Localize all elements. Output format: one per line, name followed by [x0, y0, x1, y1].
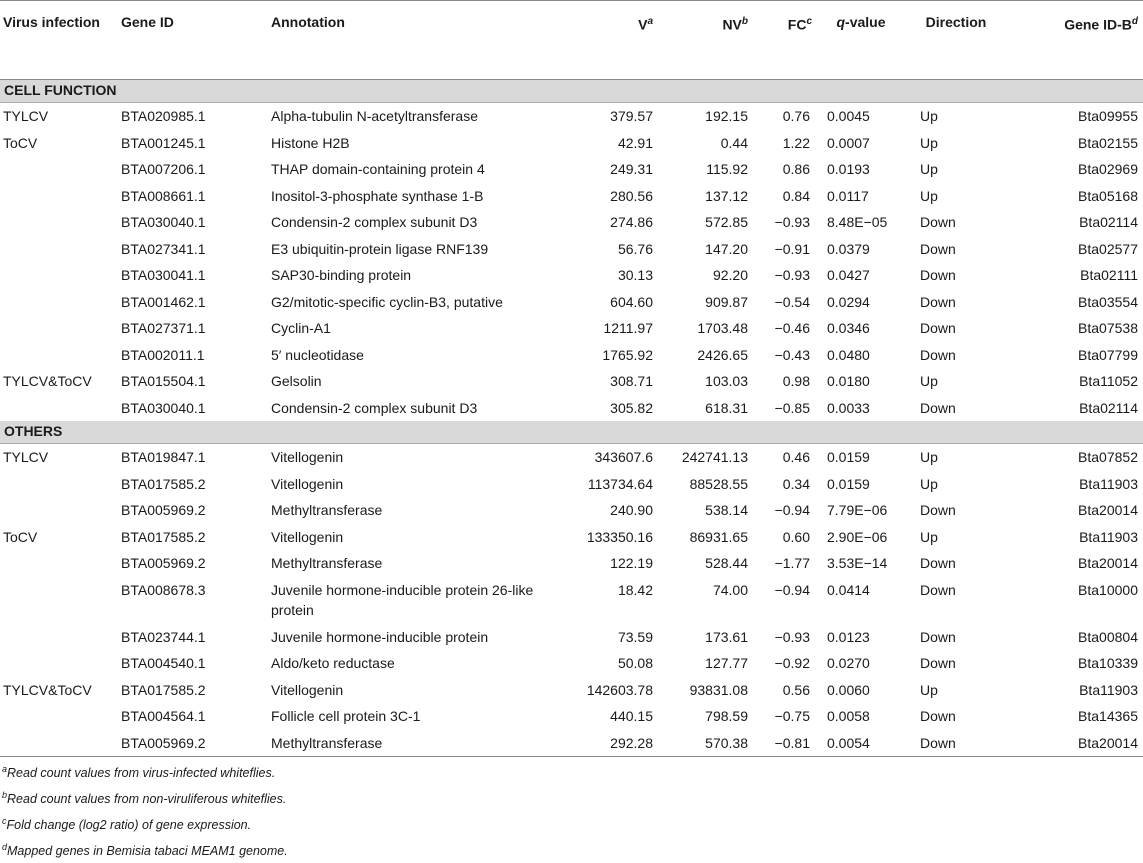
cell-q-value: 0.0045 — [827, 108, 870, 124]
cell-annotation: E3 ubiquitin-protein ligase RNF139 — [271, 240, 489, 257]
cell-fc: 0.76 — [782, 108, 810, 124]
cell-v: 440.15 — [610, 708, 653, 724]
cell-nv: 147.20 — [705, 240, 748, 257]
cell-direction: Up — [920, 187, 938, 204]
cell-fc: 1.22 — [782, 134, 810, 151]
cell-annotation: Methyltransferase — [271, 555, 383, 571]
table-row — [0, 650, 1143, 677]
cell-fc: −0.75 — [774, 708, 810, 724]
cell-nv: 86931.65 — [689, 528, 748, 545]
cell-direction: Up — [920, 449, 938, 465]
cell-gene-id-b: Bta02969 — [1078, 161, 1138, 177]
footnote — [2, 784, 288, 810]
table-row — [0, 703, 1143, 730]
cell-q-value: 0.0159 — [827, 475, 870, 492]
cell-annotation: Condensin-2 complex subunit D3 — [271, 214, 478, 230]
cell-fc: 0.84 — [782, 187, 810, 204]
footnote-mark: a — [2, 764, 8, 774]
table-row — [0, 130, 1143, 157]
cell-direction: Up — [920, 681, 938, 698]
cell-v: 240.90 — [610, 502, 653, 518]
cell-direction: Down — [920, 320, 956, 336]
cell-gene-id-b: Bta07538 — [1078, 320, 1138, 336]
cell-nv: 137.12 — [705, 187, 748, 204]
cell-gene-id-b: Bta07852 — [1078, 449, 1138, 465]
cell-nv: 528.44 — [705, 555, 748, 571]
cell-annotation: Juvenile hormone-inducible protein 26-like protein — [271, 581, 534, 618]
cell-virus — [0, 703, 118, 730]
cell-nv: 173.61 — [705, 628, 748, 645]
table-row — [0, 497, 1143, 524]
cell-fc: 0.46 — [782, 449, 810, 465]
cell-annotation: Histone H2B — [271, 134, 350, 151]
table-row — [0, 289, 1143, 316]
cell-nv: 0.44 — [720, 134, 748, 151]
cell-virus — [0, 262, 118, 289]
header-v-superscript: a — [647, 16, 653, 27]
cell-nv: 192.15 — [705, 108, 748, 124]
cell-gene-id-b: Bta00804 — [1078, 628, 1138, 645]
cell-annotation: Vitellogenin — [271, 681, 344, 698]
cell-gene-id-b: Bta05168 — [1078, 187, 1138, 204]
cell-gene-id-b: Bta11903 — [1079, 475, 1138, 492]
cell-fc: −0.85 — [774, 399, 810, 416]
cell-v: 113734.64 — [587, 475, 653, 492]
cell-gene-id: BTA017585.2 — [121, 475, 206, 492]
cell-gene-id-b: Bta09955 — [1078, 108, 1138, 124]
header-nv-superscript: b — [741, 16, 748, 27]
cell-nv: 74.00 — [712, 581, 748, 598]
cell-gene-id: BTA001245.1 — [121, 134, 206, 151]
table-row — [0, 471, 1143, 498]
cell-direction: Down — [920, 240, 956, 257]
cell-gene-id-b: Bta10339 — [1078, 655, 1138, 671]
cell-v: 305.82 — [610, 399, 653, 416]
cell-fc: −0.93 — [774, 267, 810, 283]
cell-annotation: Condensin-2 complex subunit D3 — [271, 399, 478, 416]
cell-v: 142603.78 — [586, 681, 653, 698]
cell-direction: Up — [920, 528, 938, 545]
cell-direction: Down — [920, 502, 956, 518]
header-v — [566, 1, 661, 80]
cell-nv: 103.03 — [705, 373, 748, 389]
cell-v: 1211.97 — [603, 320, 653, 336]
cell-v: 30.13 — [617, 267, 653, 283]
cell-direction: Up — [920, 373, 938, 389]
table-row — [0, 444, 1143, 471]
cell-q-value: 0.0033 — [827, 399, 870, 416]
cell-virus — [0, 209, 118, 236]
header-fc-label: FC — [787, 16, 807, 33]
cell-gene-id-b: Bta02577 — [1078, 240, 1138, 257]
cell-gene-id-b: Bta11903 — [1079, 528, 1138, 545]
cell-virus — [0, 730, 118, 757]
cell-annotation: Vitellogenin — [271, 449, 344, 465]
header-virus-infection: Virus infection — [0, 1, 118, 80]
cell-fc: −1.77 — [774, 555, 810, 571]
table-row — [0, 209, 1143, 236]
cell-q-value: 0.0054 — [817, 730, 907, 757]
section-title: CELL FUNCTION — [0, 80, 1143, 103]
cell-direction: Down — [920, 708, 956, 724]
table-row — [0, 624, 1143, 651]
footnote-mark: b — [2, 790, 8, 801]
cell-virus: TYLCV — [3, 449, 49, 465]
cell-direction: Up — [920, 134, 938, 151]
cell-q-value: 0.0123 — [827, 628, 870, 645]
cell-gene-id: BTA008678.3 — [121, 581, 206, 598]
table-row — [0, 156, 1143, 183]
cell-v: 50.08 — [617, 655, 653, 671]
cell-direction: Down — [920, 628, 956, 645]
footnotes — [2, 758, 288, 863]
header-fc-superscript: c — [806, 16, 812, 27]
cell-direction: Up — [920, 108, 938, 124]
header-v-label: V — [638, 16, 648, 33]
cell-virus — [0, 497, 118, 524]
cell-gene-id-b: Bta10000 — [1078, 581, 1138, 598]
cell-gene-id: BTA023744.1 — [121, 628, 206, 645]
cell-nv: 242741.13 — [681, 449, 748, 465]
cell-fc: −0.92 — [774, 655, 810, 671]
cell-v: 42.91 — [617, 134, 653, 151]
cell-annotation: SAP30-binding protein — [271, 267, 412, 283]
cell-direction: Down — [920, 346, 956, 363]
cell-nv: 538.14 — [705, 502, 748, 518]
table-header — [0, 1, 1143, 80]
cell-annotation: Methyltransferase — [271, 502, 383, 518]
table-row — [0, 677, 1143, 704]
cell-q-value: 0.0294 — [827, 293, 870, 310]
cell-annotation: Alpha-tubulin N-acetyltransferase — [271, 108, 478, 124]
cell-fc: −0.93 — [774, 214, 810, 230]
cell-gene-id-b: Bta20014 — [1078, 502, 1138, 518]
cell-annotation: Gelsolin — [271, 373, 322, 389]
cell-q-value: 0.0060 — [827, 681, 870, 698]
cell-q-value: 0.0379 — [827, 240, 870, 257]
cell-gene-id-b: Bta20014 — [1078, 555, 1138, 571]
cell-q-value: 8.48E−05 — [827, 214, 888, 230]
cell-v: 292.28 — [566, 730, 661, 757]
cell-q-value: 0.0414 — [827, 581, 870, 598]
cell-virus — [0, 183, 118, 210]
cell-fc: −0.43 — [774, 346, 810, 363]
cell-q-value: 0.0193 — [827, 161, 870, 177]
cell-v: 56.76 — [617, 240, 653, 257]
header-gene-id-b-label: Gene ID-B — [1064, 16, 1132, 33]
cell-nv: 618.31 — [705, 399, 748, 416]
cell-v: 1765.92 — [602, 346, 653, 363]
table-row — [0, 262, 1143, 289]
cell-nv: 2426.65 — [697, 346, 748, 363]
table-row — [0, 315, 1143, 342]
header-gene-id-b-superscript: d — [1131, 16, 1138, 27]
cell-direction: Up — [920, 161, 938, 177]
table-row — [0, 368, 1143, 395]
cell-gene-id: BTA005969.2 — [121, 555, 206, 571]
table-row — [0, 524, 1143, 551]
cell-fc: 0.86 — [782, 161, 810, 177]
cell-virus — [0, 577, 118, 624]
cell-gene-id: BTA030040.1 — [121, 399, 206, 416]
footnote-text: Fold change (log2 ratio) of gene expression. — [6, 818, 252, 833]
header-q-value — [817, 1, 907, 80]
cell-annotation: Vitellogenin — [271, 528, 344, 545]
cell-fc: −0.54 — [774, 293, 810, 310]
cell-v: 308.71 — [610, 373, 653, 389]
cell-gene-id: BTA027341.1 — [121, 240, 206, 257]
cell-gene-id-b: Bta14365 — [1078, 708, 1138, 724]
cell-virus — [0, 342, 118, 369]
cell-v: 73.59 — [617, 628, 653, 645]
cell-fc: 0.34 — [782, 475, 810, 492]
footnote-text: Mapped genes in Bemisia tabaci MEAM1 genome. — [7, 844, 288, 859]
cell-q-value: 0.0346 — [827, 320, 870, 336]
cell-gene-id-b: Bta20014 — [1007, 730, 1143, 757]
cell-gene-id: BTA008661.1 — [121, 187, 206, 204]
table-row — [0, 730, 1143, 757]
cell-gene-id: BTA005969.2 — [118, 730, 268, 757]
cell-annotation: Follicle cell protein 3C-1 — [271, 708, 421, 724]
cell-gene-id-b: Bta02114 — [1079, 399, 1138, 416]
cell-direction: Down — [920, 555, 956, 571]
header-q-letter: q — [836, 14, 846, 30]
cell-virus: TYLCV&ToCV — [3, 373, 92, 389]
header-q-suffix: -value — [845, 14, 886, 30]
cell-q-value: 0.0117 — [827, 187, 869, 204]
footnote-mark: d — [2, 842, 8, 853]
table-row — [0, 183, 1143, 210]
cell-gene-id-b: Bta02111 — [1080, 267, 1138, 283]
table-row — [0, 577, 1143, 624]
header-row — [0, 1, 1143, 80]
cell-annotation: Vitellogenin — [271, 475, 344, 492]
cell-gene-id: BTA019847.1 — [121, 449, 206, 465]
cell-fc: −0.46 — [774, 320, 810, 336]
cell-gene-id: BTA005969.2 — [121, 502, 206, 518]
cell-direction: Down — [920, 581, 956, 598]
cell-virus: ToCV — [3, 528, 38, 545]
cell-gene-id-b: Bta02155 — [1078, 134, 1138, 151]
cell-v: 604.60 — [610, 293, 653, 310]
cell-q-value: 0.0270 — [827, 655, 870, 671]
cell-virus — [0, 236, 118, 263]
cell-virus — [0, 650, 118, 677]
cell-virus: TYLCV — [3, 108, 49, 124]
cell-v: 249.31 — [610, 161, 653, 177]
cell-gene-id: BTA015504.1 — [121, 373, 206, 389]
cell-gene-id-b: Bta11052 — [1079, 373, 1138, 389]
cell-v: 133350.16 — [586, 528, 653, 545]
cell-v: 280.56 — [610, 187, 653, 204]
cell-v: 18.42 — [617, 581, 653, 598]
cell-nv: 88528.55 — [689, 475, 748, 492]
cell-nv: 115.92 — [706, 161, 748, 177]
cell-virus: TYLCV&ToCV — [3, 681, 92, 698]
cell-q-value: 0.0058 — [827, 708, 870, 724]
cell-gene-id: BTA007206.1 — [121, 161, 206, 177]
cell-fc: 0.56 — [782, 681, 810, 698]
table-row — [0, 550, 1143, 577]
cell-gene-id: BTA017585.2 — [121, 528, 206, 545]
cell-virus — [0, 395, 118, 422]
cell-gene-id: BTA004564.1 — [121, 708, 206, 724]
header-nv-label: NV — [722, 16, 742, 33]
cell-virus — [0, 156, 118, 183]
header-gene-id: Gene ID — [118, 1, 268, 80]
cell-v: 274.86 — [610, 214, 653, 230]
cell-gene-id: BTA030041.1 — [121, 267, 206, 283]
cell-annotation: THAP domain-containing protein 4 — [271, 161, 485, 177]
cell-gene-id: BTA030040.1 — [121, 214, 206, 230]
cell-virus — [0, 289, 118, 316]
cell-fc: −0.94 — [774, 581, 810, 598]
cell-gene-id: BTA004540.1 — [121, 655, 206, 671]
cell-direction: Down — [920, 293, 956, 310]
cell-annotation: Aldo/keto reductase — [271, 655, 395, 671]
cell-gene-id-b: Bta03554 — [1078, 293, 1138, 310]
header-fc — [756, 1, 817, 80]
cell-nv: 127.77 — [705, 655, 748, 671]
cell-q-value: 7.79E−06 — [827, 502, 888, 518]
cell-gene-id-b: Bta07799 — [1078, 346, 1138, 363]
header-direction: Direction — [907, 1, 1007, 80]
cell-nv: 92.20 — [712, 267, 748, 283]
cell-gene-id-b: Bta02114 — [1079, 214, 1138, 230]
footnote — [2, 836, 288, 862]
cell-gene-id: BTA001462.1 — [121, 293, 206, 310]
table-row — [0, 395, 1143, 422]
table-row — [0, 103, 1143, 130]
cell-v: 343607.6 — [594, 449, 653, 465]
cell-nv: 572.85 — [705, 214, 748, 230]
cell-direction: Down — [920, 267, 956, 283]
cell-gene-id: BTA027371.1 — [121, 320, 206, 336]
cell-direction: Down — [920, 214, 956, 230]
cell-direction: Down — [920, 655, 956, 671]
footnote — [2, 758, 288, 784]
footnote-text: Read count values from non-viruliferous whiteflies. — [7, 792, 287, 807]
cell-q-value: 2.90E−06 — [827, 528, 888, 545]
cell-annotation: G2/mitotic-specific cyclin-B3, putative — [271, 293, 503, 310]
cell-virus — [0, 471, 118, 498]
cell-annotation: 5′ nucleotidase — [271, 346, 364, 363]
cell-gene-id-b: Bta11903 — [1079, 681, 1138, 698]
cell-q-value: 0.0159 — [827, 449, 870, 465]
table-row — [0, 342, 1143, 369]
section-header-row — [0, 80, 1143, 103]
cell-annotation: Juvenile hormone-inducible protein — [271, 628, 489, 645]
cell-fc: −0.91 — [774, 240, 810, 257]
cell-gene-id: BTA002011.1 — [121, 346, 205, 363]
footnote-mark: c — [2, 816, 7, 827]
cell-virus — [0, 315, 118, 342]
cell-direction: Up — [920, 475, 938, 492]
header-nv — [661, 1, 756, 80]
header-gene-id-b — [1007, 1, 1143, 80]
cell-direction: Down — [907, 730, 1007, 757]
section-title: OTHERS — [0, 421, 1143, 444]
cell-q-value: 3.53E−14 — [827, 555, 888, 571]
footnote-text: Read count values from virus-infected whiteflies. — [7, 766, 276, 781]
cell-fc: 0.98 — [782, 373, 810, 389]
cell-fc: 0.60 — [782, 528, 810, 545]
cell-annotation: Cyclin-A1 — [271, 320, 331, 336]
cell-q-value: 0.0427 — [827, 267, 870, 283]
cell-nv: 909.87 — [705, 293, 748, 310]
table-row — [0, 236, 1143, 263]
cell-v: 122.19 — [610, 555, 653, 571]
cell-gene-id: BTA017585.2 — [121, 681, 206, 698]
cell-q-value: 0.0180 — [827, 373, 870, 389]
cell-gene-id: BTA020985.1 — [121, 108, 206, 124]
cell-virus: ToCV — [3, 134, 38, 151]
cell-virus — [0, 624, 118, 651]
cell-virus — [0, 550, 118, 577]
cell-fc: −0.93 — [774, 628, 810, 645]
cell-fc: −0.81 — [756, 730, 817, 757]
cell-nv: 570.38 — [661, 730, 756, 757]
header-annotation: Annotation — [268, 1, 566, 80]
cell-nv: 1703.48 — [697, 320, 748, 336]
cell-q-value: 0.0480 — [827, 346, 870, 363]
cell-q-value: 0.0007 — [827, 134, 870, 151]
section-header-row — [0, 421, 1143, 444]
cell-direction: Down — [920, 399, 956, 416]
cell-annotation: Methyltransferase — [268, 730, 566, 757]
cell-v: 379.57 — [610, 108, 653, 124]
cell-nv: 798.59 — [705, 708, 748, 724]
table-body — [0, 80, 1143, 757]
cell-fc: −0.94 — [774, 502, 810, 518]
footnote — [2, 810, 288, 836]
cell-annotation: Inositol-3-phosphate synthase 1-B — [271, 187, 484, 204]
cell-nv: 93831.08 — [689, 681, 748, 698]
